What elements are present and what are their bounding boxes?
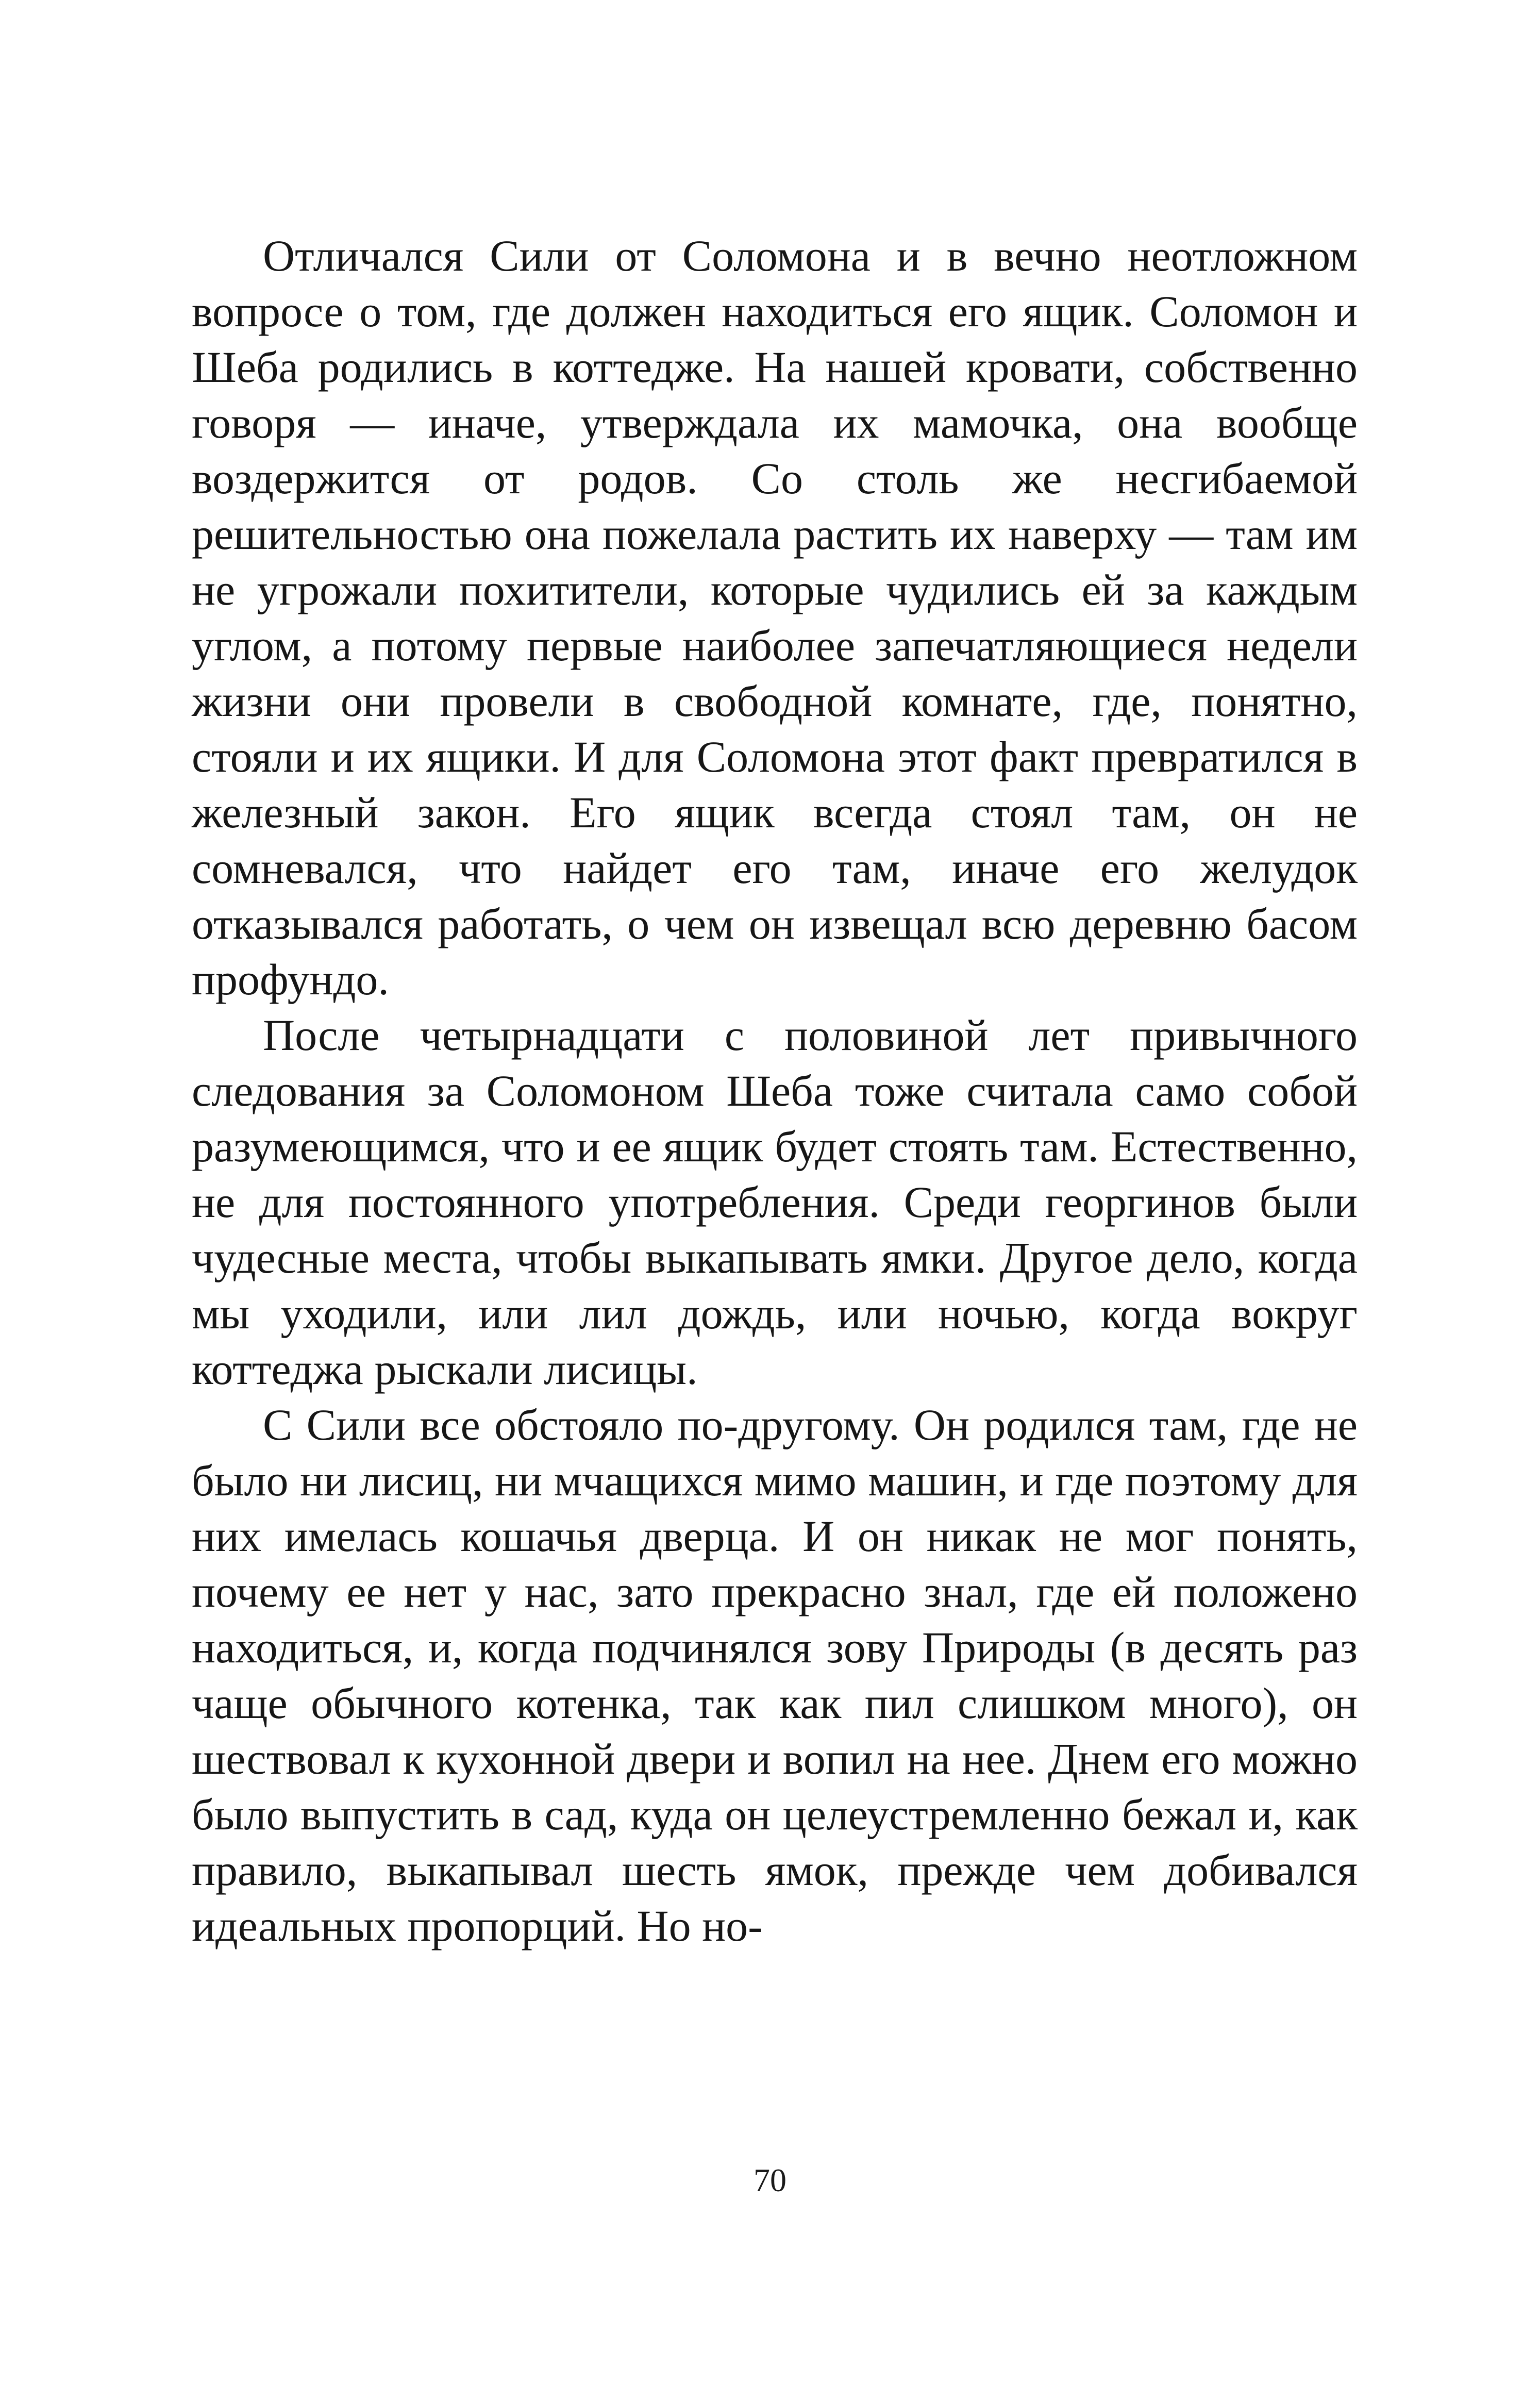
paragraph-1: Отличался Сили от Соломона и в вечно неотложном вопросе о том, где должен находиться его ящик. Соломон и Шеба родились в коттедже. На нашей кровати, собственно говоря — иначе, утверждала их мамочка, она вообще воздержится от родов. Со столь же несгибаемой решительностью она пожелала растить их наверху — там им не угрожали похитители, которые чудились ей за каждым углом, а потому первые наиболее запечатляющиеся недели жизни они провели в свободной комнате, где, понятно, стояли и их ящики. И для Соломона этот факт превратился в железный закон. Его ящик всегда стоял там, он не сомневался, что найдет его там, иначе его желудок отказывался работать, о чем он извещал всю деревню басом профундо. bbox=[192, 231, 1358, 1004]
page-number: 70 bbox=[754, 2162, 786, 2198]
body-text bbox=[192, 228, 1358, 1954]
paragraph-3: С Сили все обстояло по-другому. Он родился там, где не было ни лисиц, ни мчащихся мимо машин, и где поэтому для них имелась кошачья дверца. И он никак не мог понять, почему ее нет у нас, зато прекрасно знал, где ей положено находиться, и, когда подчинялся зову Природы (в десять раз чаще обычного котенка, так как пил слишком много), он шествовал к кухонной двери и вопил на нее. Днем его можно было выпустить в сад, куда он целеустремленно бежал и, как правило, выкапывал шесть ямок, прежде чем добивался идеальных пропорций. Но но- bbox=[192, 1400, 1358, 1951]
paragraph-2: После четырнадцати с половиной лет привычного следования за Соломоном Шеба тоже считала само собой разумеющимся, что и ее ящик будет стоять там. Естественно, не для постоянного употребления. Среди георгинов были чудесные места, чтобы выкапывать ямки. Другое дело, когда мы уходили, или лил дождь, или ночью, когда вокруг коттеджа рыскали лисицы. bbox=[192, 1010, 1358, 1394]
